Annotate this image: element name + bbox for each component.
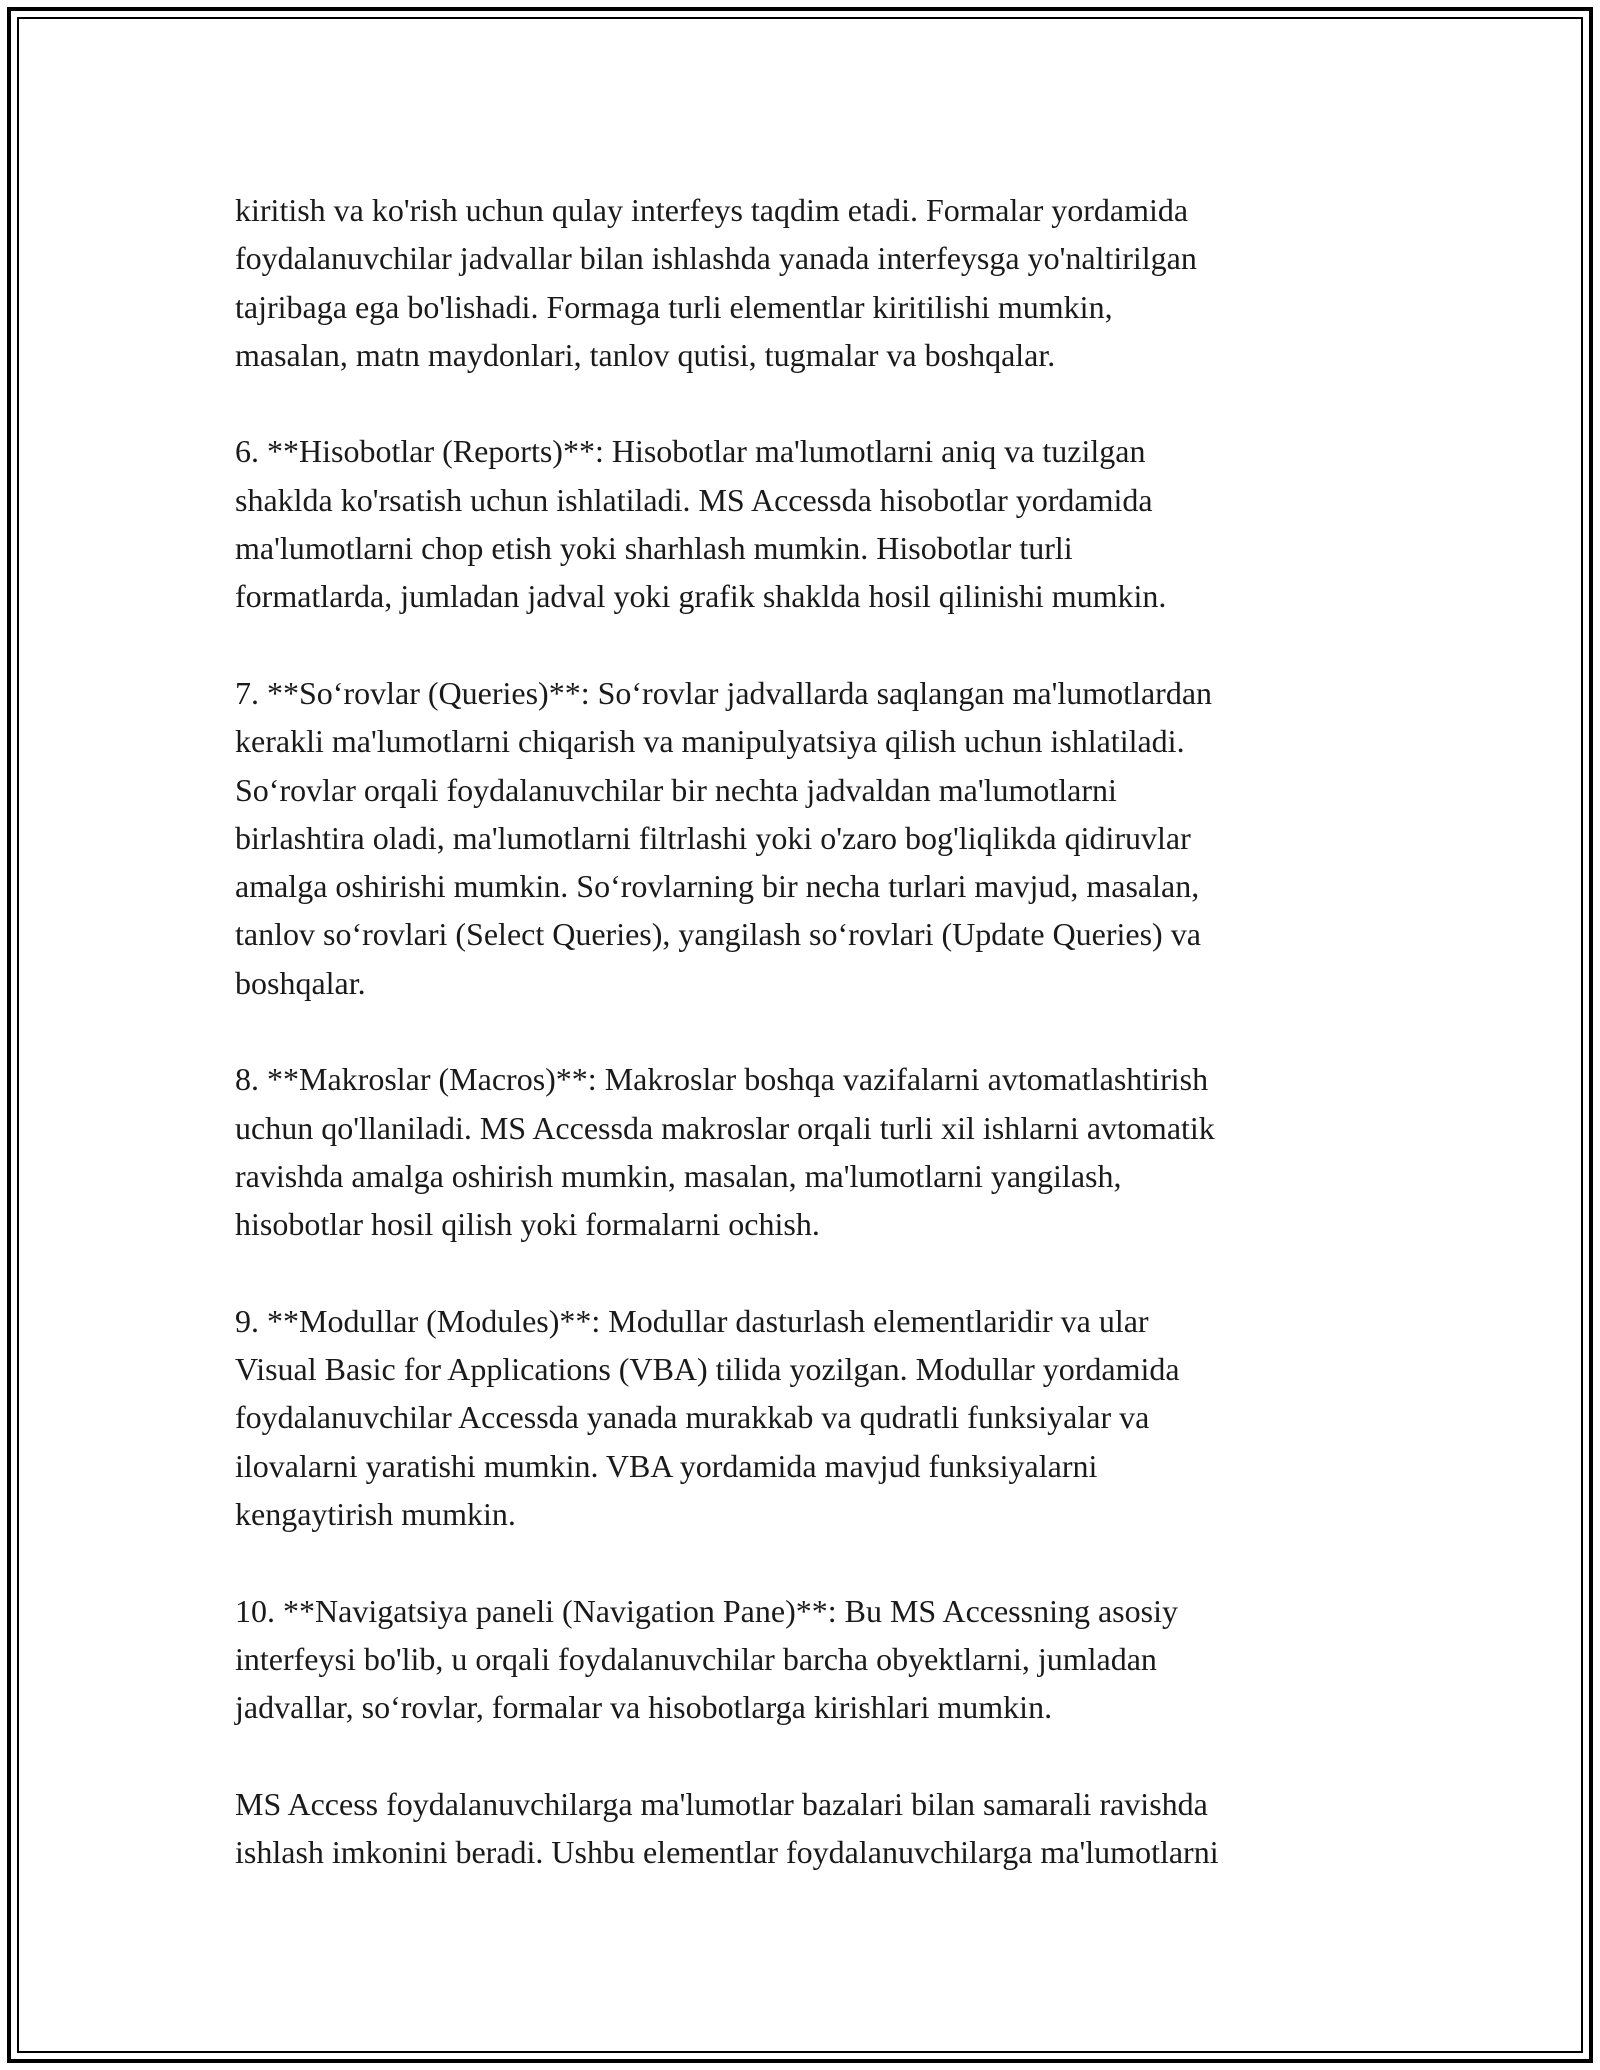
document-body [235,186,1375,1876]
paragraph-queries: 7. **So‘rovlar (Queries)**: So‘rovlar jadvallarda saqlangan ma'lumotlardan kerakli ma'lumotlarni chiqarish va manipulyatsiya qilish uchun ishlatiladi. So‘rovlar orqali foydalanuvchilar bir nechta jadvaldan ma'lumotlarni birlashtira oladi, ma'lumotlarni filtrlashi yoki o'zaro bog'liqlikda qidiruvlar amalga oshirishi mumkin. So‘rovlarning bir necha turlari mavjud, masalan, tanlov so‘rovlari (Select Queries), yangilash so‘rovlari (Update Queries) va boshqalar. [235,674,1213,1001]
paragraph-forms-continued: kiritish va ko'rish uchun qulay interfeys taqdim etadi. Formalar yordamida foydalanuvchilar jadvallar bilan ishlashda yanada interfeysga yo'naltirilgan tajribaga ega bo'lishadi. Formaga turli elementlar kiritilishi mumkin, masalan, matn maydonlari, tanlov qutisi, tugmalar va boshqalar. [235,192,1197,373]
paragraph-modules: 9. **Modullar (Modules)**: Modullar dasturlash elementlaridir va ular Visual Basic for Applications (VBA) tilida yozilgan. Modullar yordamida foydalanuvchilar Accessda yanada murakkab va qudratli funksiyalar va ilovalarni yaratishi mumkin. VBA yordamida mavjud funksiyalarni kengaytirish mumkin. [235,1302,1180,1533]
paragraph-reports: 6. **Hisobotlar (Reports)**: Hisobotlar ma'lumotlarni aniq va tuzilgan shaklda ko'rsatish uchun ishlatiladi. MS Accessda hisobotlar yordamida ma'lumotlarni chop etish yoki sharhlash mumkin. Hisobotlar turli formatlarda, jumladan jadval yoki grafik shaklda hosil qilinishi mumkin. [235,433,1167,615]
paragraph-conclusion: MS Access foydalanuvchilarga ma'lumotlar bazalari bilan samarali ravishda ishlash imkonini beradi. Ushbu elementlar foydalanuvchilarga ma'lumotlarni [235,1785,1219,1871]
paragraph-macros: 8. **Makroslar (Macros)**: Makroslar boshqa vazifalarni avtomatlashtirish uchun qo'llaniladi. MS Accessda makroslar orqali turli xil ishlarni avtomatik ravishda amalga oshirish mumkin, masalan, ma'lumotlarni yangilash, hisobotlar hosil qilish yoki formalarni ochish. [235,1061,1215,1243]
paragraph-navigation-pane: 10. **Navigatsiya paneli (Navigation Pane)**: Bu MS Accessning asosiy interfeysi bo'lib, u orqali foydalanuvchilar barcha obyektlarni, jumladan jadvallar, so‘rovlar, formalar va hisobotlarga kirishlari mumkin. [235,1592,1178,1726]
